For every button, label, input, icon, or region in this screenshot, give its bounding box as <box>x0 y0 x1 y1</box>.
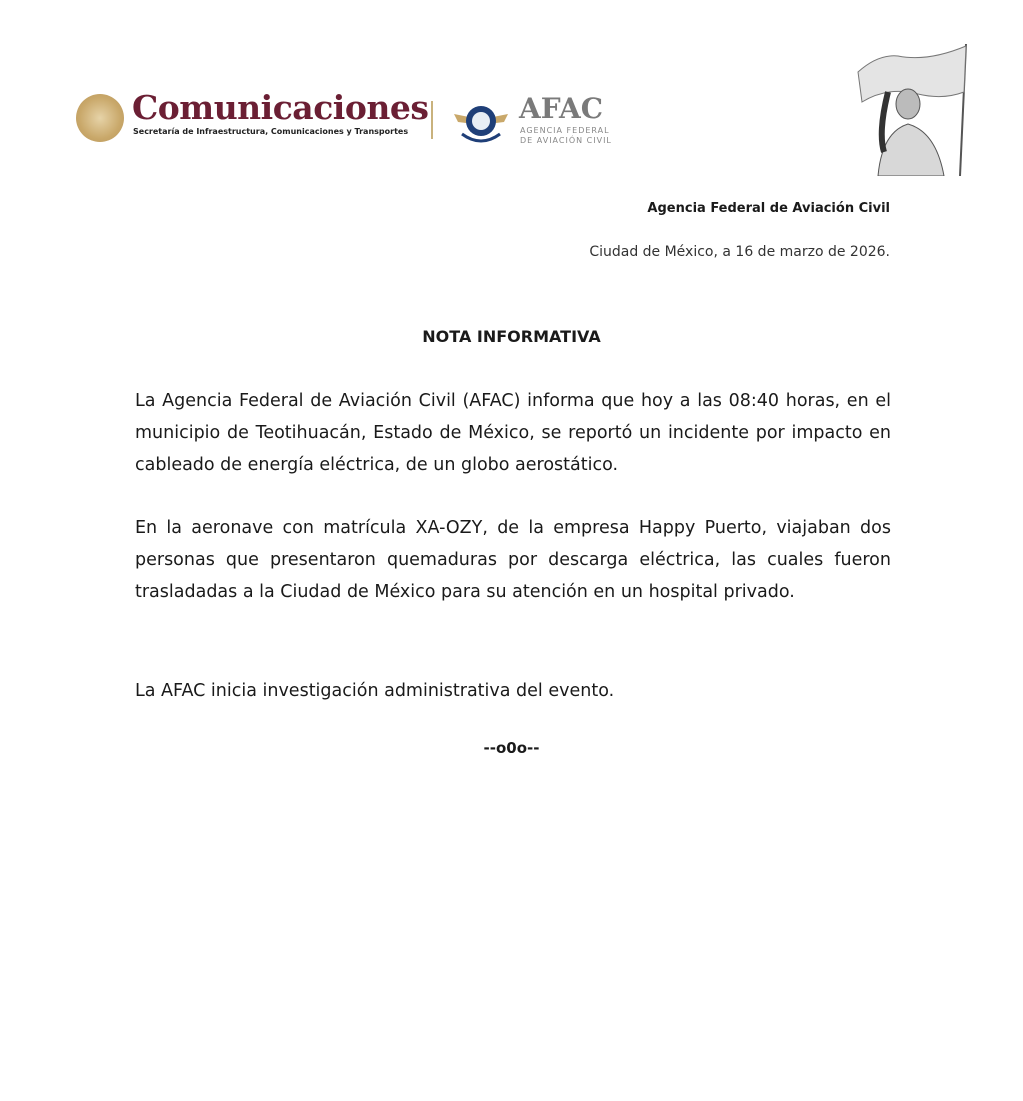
afac-subtitle-line: AGENCIA FEDERAL <box>520 126 610 135</box>
comunicaciones-logo: Comunicaciones <box>132 88 429 127</box>
logo-divider <box>431 101 433 139</box>
issuing-agency: Agencia Federal de Aviación Civil <box>647 201 890 216</box>
afac-subtitle <box>520 126 612 146</box>
afac-subtitle-line: DE AVIACIÓN CIVIL <box>520 136 612 145</box>
document-date: Ciudad de México, a 16 de marzo de 2026. <box>589 244 890 260</box>
body-paragraph: La Agencia Federal de Aviación Civil (AFAC) informa que hoy a las 08:40 horas, en el municipio de Teotihuacán, Estado de México, se reportó un incidente por impacto en cableado de energía eléctrica, de un globo aerostático. <box>135 391 891 475</box>
body-paragraph: La AFAC inicia investigación administrativa del evento. <box>135 681 615 701</box>
brand-subtitle: Secretaría de Infraestructura, Comunicaciones y Transportes <box>133 127 409 136</box>
afac-logo-text: AFAC <box>519 92 603 125</box>
body-paragraph: En la aeronave con matrícula XA-OZY, de la empresa Happy Puerto, viajaban dos personas que presentaron quemaduras por descarga eléctrica, las cuales fueron trasladadas a la Ciudad de México para su atención en un hospital privado. <box>135 518 891 602</box>
mexico-seal-icon <box>76 94 124 142</box>
woman-with-flag-illustration <box>848 42 978 176</box>
document-title: NOTA INFORMATIVA <box>422 327 601 346</box>
afac-emblem-icon <box>452 96 510 146</box>
closing-mark: --o0o-- <box>483 739 540 757</box>
